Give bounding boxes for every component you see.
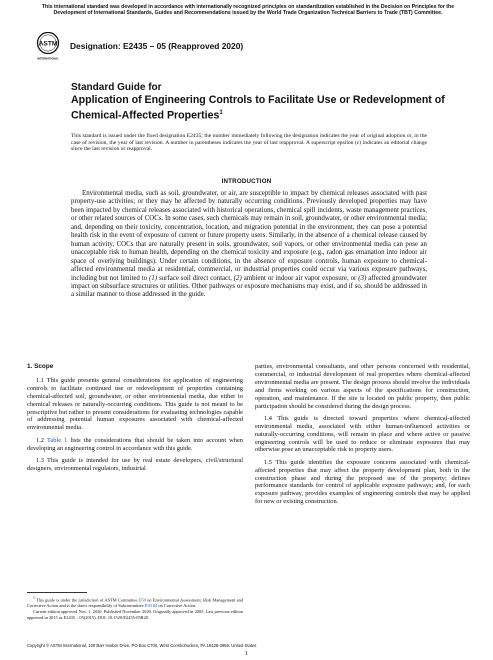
title-footnote-mark: 1 xyxy=(219,110,223,116)
page-number: 1 xyxy=(245,651,248,657)
title-text: Application of Engineering Controls to Facilitate Use or Redevelopment of Chemical-Affected Properties xyxy=(71,94,445,122)
title-line-1: Standard Guide for xyxy=(71,82,162,93)
right-column xyxy=(255,363,470,511)
footnote-text-2: on Environmental Assessment, Risk Management and Corrective Action and is the direct responsibility of Subcommittee xyxy=(27,597,243,608)
scope-heading: 1. Scope xyxy=(27,363,54,370)
copyright-line: Copyright © ASTM International, 100 Barr Harbor Drive, PO Box C700, West Conshohocken, PA 19428-2959. United States xyxy=(27,643,257,648)
footnote-divider xyxy=(27,592,87,593)
section-1-5: 1.5 This guide identifies the exposure concerns associated with chemical-affected properties that may affect the property development plan, both in the construction phase and during the proposed use of the property; defines performance standards for control of applicable exposure pathways; and, for each exposure pathway, provides examples of engineering controls that may be applied for new or existing construction. xyxy=(255,458,470,506)
intro-item-1: (1) xyxy=(149,274,158,282)
svg-text:ASTM: ASTM xyxy=(38,40,58,48)
intro-text-3: ambient or indoor air vapor exposure, or xyxy=(241,274,359,282)
footnote-text-3: on Corrective Action. xyxy=(157,602,197,608)
section-1-3-continued: parties, environmental consultants, and other persons concerned with residential, commercial, or industrial development of real properties where chemical-affected environmental media are present. The design process should involve the individuals and firms working on various aspects of the specifications for construction, operation, and maintenance. If the site is located on public property, then public participation should be considered during the design process. xyxy=(255,363,470,410)
footnote-1 xyxy=(27,596,243,608)
table-1-link[interactable]: Table 1 xyxy=(46,436,68,444)
astm-international-logo xyxy=(36,32,60,62)
subcommittee-e50-04-link[interactable]: E50.04 xyxy=(144,602,158,608)
intro-item-2: (2) xyxy=(233,274,242,282)
section-1-2-number: 1.2 xyxy=(36,436,47,444)
document-title xyxy=(71,82,451,123)
section-1-2 xyxy=(27,437,243,453)
section-1-3: 1.3 This guide is intended for use by real estate developers, civil/structural designers, environmental regulators, industrial xyxy=(27,456,243,472)
wto-notice: This international standard was developed in accordance with internationally recognized principles on standardization established in the Decision on Principles for the Development of International Standards, Guides and Recommendations issued by the World Trade Organization Technical Barriers to Trade (TBT) Committee. xyxy=(41,4,455,17)
left-column xyxy=(27,363,243,477)
issuance-note: This standard is issued under the fixed designation E2435; the number immediately following the designation indicates the year of original adoption or, in the case of revision, the year of last revision. A number in parentheses indicates the year of last reapproval. A superscript epsilon (ε) indicates an editorial change since the last revision or reapproval. xyxy=(71,133,427,153)
title-line-2 xyxy=(71,94,451,123)
footnotes xyxy=(27,596,243,621)
section-1-1: 1.1 This guide presents general considerations for application of engineering controls to facilitate continued use or redevelopment of properties containing chemical-affected soil, groundwater, or other environmental media, due either to chemical releases or naturally-occurring conditions. This guide is not meant to be prescriptive but rather to present considerations for evaluating technologies capable of addressing potential human exposures associated with chemical-affected environmental media. xyxy=(27,376,243,432)
intro-text-1: Environmental media, such as soil, groundwater, or air, are susceptible to impact by chemical releases associated with past property-use activities; or they may be affected by naturally occurring conditions. Previously developed properties may have been impacted by chemical releases associated with historical operations, chemical spill incidents, waste management practices, or other related sources of COCs. In some cases, such chemicals may remain in soil, groundwater, or other environmental media; and, depending on their toxicity, concentration, location, and migration potential in the environment, they can pose a potential health risk in the event of exposure of current or future property users. Similarly, in the absence of a chemical release caused by human activity, COCs that are naturally present in soils, groundwater, soil vapors, or other environmental media can pose an unacceptable risk to human health, depending on the chemical toxicity and exposure (e.g., radon gas emanation into indoor air space of overlying buildings). Under certain conditions, in the absence of exposure controls, human exposure to chemical-affected environmental media at residential, commercial, or industrial properties could occur via various exposure pathways, including but not limited to xyxy=(71,190,427,282)
introduction-heading: INTRODUCTION xyxy=(221,178,272,185)
section-1-4: 1.4 This guide is directed toward properties where chemical-affected environmental media, associated with either human-influenced activities or naturally-occurring conditions, will remain in place and where active or passive engineering controls will be used to reduce or eliminate exposures that may otherwise pose an unacceptable risk to property users. xyxy=(255,414,470,454)
intro-text-4: affected groundwater impact on subsurface structures or utilities. Other pathways or exposure mechanisms may exist, and if so, should be addressed in a similar manner to those addressed in the guide. xyxy=(71,274,427,299)
designation: Designation: E2435 – 05 (Reapproved 2020) xyxy=(70,41,244,51)
section-1-2-text: lists the considerations that should be taken into account when developing an engineering control in accordance with this guide. xyxy=(27,436,243,452)
footnote-text-1: This guide is under the jurisdiction of ASTM Committee xyxy=(36,597,139,603)
footnote-mark: 1 xyxy=(33,596,35,600)
footnote-edition: Current edition approved Nov. 1, 2020. Published November 2020. Originally approved in 2005. Last previous edition approved in 2015 as E2435 – 05(2015). DOI: 10.1520/E2435-05R20. xyxy=(27,609,243,620)
committee-e50-link[interactable]: E50 xyxy=(138,597,146,603)
intro-item-3: (3) xyxy=(358,274,367,282)
introduction-body xyxy=(71,190,427,300)
introduction-paragraph xyxy=(71,190,427,300)
intro-text-2: surface soil direct contact, xyxy=(157,274,234,282)
svg-text:INTERNATIONAL: INTERNATIONAL xyxy=(37,57,59,61)
